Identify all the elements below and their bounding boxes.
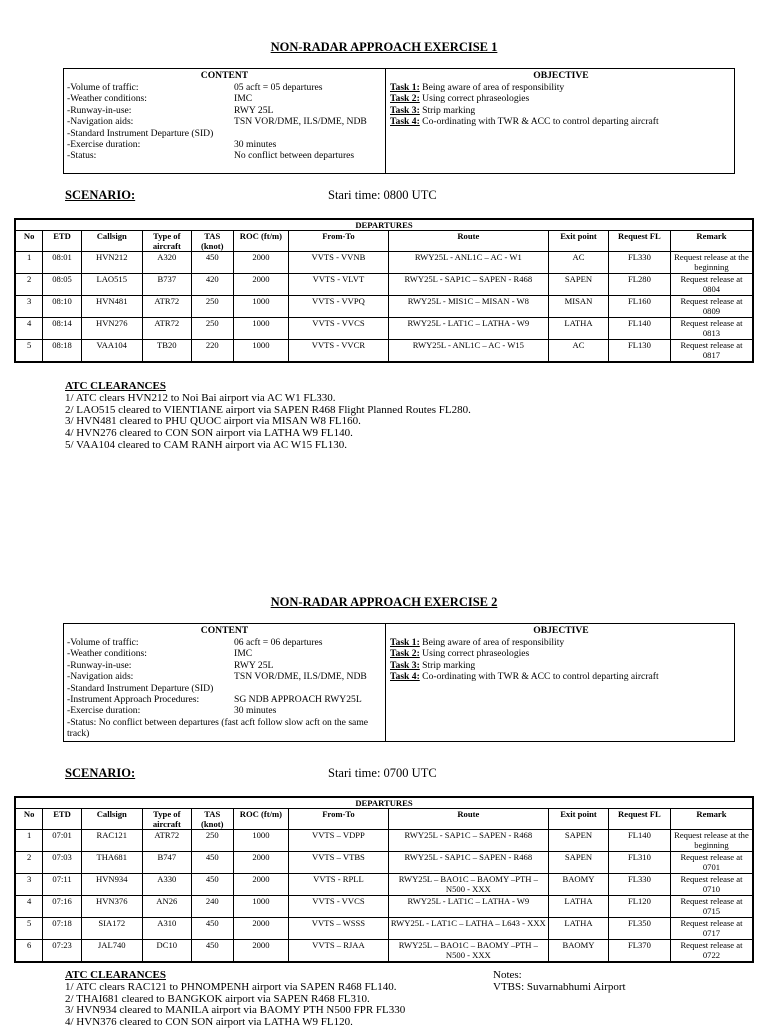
table-caption: DEPARTURES [15, 219, 753, 231]
table-row [15, 296, 753, 318]
table-cell: 250 [191, 318, 233, 340]
table-cell: 2000 [233, 918, 289, 940]
table-row [15, 340, 753, 363]
table-cell: Request release at 0804 [670, 274, 753, 296]
table-cell: 1000 [233, 340, 289, 363]
table-cell: SIA172 [81, 918, 142, 940]
content-row: -Instrument Approach Procedures: SG NDB APPROACH RWY25L [67, 693, 362, 705]
start-time: Stari time: 0700 UTC [328, 766, 437, 780]
column-header: TAS (knot) [191, 231, 233, 252]
table-cell: 08:14 [43, 318, 81, 340]
table-cell: VVTS - VVPQ [289, 296, 388, 318]
content-row: -Exercise duration: 30 minutes [67, 705, 277, 717]
table-cell: VVTS – VDPP [289, 830, 388, 852]
table-cell: RWY25L – BAO1C – BAOMY –PTH – N500 - XXX [388, 940, 548, 963]
task-item: Task 1: Being aware of area of responsibility [390, 637, 565, 648]
notes [493, 970, 626, 994]
table-cell: Request release at 0701 [670, 852, 753, 874]
table-cell: FL140 [608, 318, 670, 340]
table-cell: ATR72 [142, 318, 191, 340]
table-cell: VVTS - VVCR [289, 340, 388, 363]
atc-clearances [65, 381, 471, 452]
table-cell: 240 [191, 896, 233, 918]
table-cell: LAO515 [81, 274, 142, 296]
table-cell: RWY25L - LAT1C – LATHA - W9 [388, 318, 548, 340]
table-cell: FL280 [608, 274, 670, 296]
content-heading: CONTENT [200, 70, 249, 81]
table-cell: RWY25L - ANL1C – AC - W15 [388, 340, 548, 363]
table-cell: 1000 [233, 296, 289, 318]
table-cell: 4 [15, 318, 43, 340]
table-cell: THA681 [81, 852, 142, 874]
column-header: TAS (knot) [191, 809, 233, 830]
table-cell: 450 [191, 852, 233, 874]
table-cell: 1000 [233, 318, 289, 340]
content-row: -Runway-in-use: RWY 25L [67, 659, 274, 671]
exercise-1-info-box [63, 68, 735, 174]
table-cell: 220 [191, 340, 233, 363]
column-header: Remark [670, 231, 753, 252]
info-box-divider [385, 69, 386, 173]
clearance-line: 5/ VAA104 cleared to CAM RANH airport via AC W15 FL130. [65, 438, 348, 451]
table-cell: 3 [15, 874, 43, 896]
table-cell: A310 [142, 918, 191, 940]
objective-task-list [390, 637, 735, 683]
column-header: ROC (ft/m) [233, 231, 289, 252]
clearance-line: 4/ HVN376 cleared to CON SON airport via LATHA W9 FL120. [65, 1016, 353, 1029]
table-cell: FL330 [608, 252, 670, 274]
table-cell: VVTS – RJAA [289, 940, 388, 963]
content-row: -Volume of traffic: 06 acft = 06 departures [67, 637, 323, 648]
column-header: From-To [289, 231, 388, 252]
task-item: Task 2: Using correct phraseologies [390, 93, 530, 105]
table-header-row [15, 231, 753, 252]
table-cell: AN26 [142, 896, 191, 918]
table-row [15, 940, 753, 963]
table-cell: 450 [191, 252, 233, 274]
table-cell: 250 [191, 296, 233, 318]
table-cell: 5 [15, 918, 43, 940]
table-cell: BAOMY [549, 940, 609, 963]
content-row: -Status: No conflict between departures [67, 150, 355, 162]
table-cell: FL350 [608, 918, 670, 940]
table-cell: Request release at 0813 [670, 318, 753, 340]
column-header: Remark [670, 809, 753, 830]
table-cell: VVTS - VLVT [289, 274, 388, 296]
objective-heading: OBJECTIVE [533, 625, 589, 636]
table-cell: AC [549, 252, 609, 274]
content-row: -Exercise duration: 30 minutes [67, 138, 277, 150]
table-row [15, 852, 753, 874]
table-cell: VVTS – VTBS [289, 852, 388, 874]
table-cell: 2000 [233, 274, 289, 296]
table-cell: FL120 [608, 896, 670, 918]
objective-task-list [390, 82, 735, 128]
table-cell: HVN481 [81, 296, 142, 318]
table-cell: 5 [15, 340, 43, 363]
task-item: Task 3: Strip marking [390, 104, 476, 116]
table-cell: B737 [142, 274, 191, 296]
column-header: Route [388, 809, 548, 830]
table-cell: ATR72 [142, 830, 191, 852]
table-cell: 2 [15, 852, 43, 874]
table-cell: 08:01 [43, 252, 81, 274]
table-cell: B747 [142, 852, 191, 874]
table-cell: 4 [15, 896, 43, 918]
table-cell: FL310 [608, 852, 670, 874]
objective-heading: OBJECTIVE [533, 70, 589, 81]
table-cell: 08:18 [43, 340, 81, 363]
table-cell: 2000 [233, 252, 289, 274]
table-cell: 450 [191, 874, 233, 896]
notes-line: VTBS: Suvarnabhumi Airport [493, 980, 626, 993]
clearance-line: 1/ ATC clears RAC121 to PHNOMPENH airport via SAPEN R468 FL140. [65, 980, 397, 993]
table-cell: BAOMY [549, 874, 609, 896]
status-line: -Status: No conflict between departures (fast acft follow slow acft on the same track) [67, 716, 369, 740]
content-row: -Runway-in-use: RWY 25L [67, 104, 274, 116]
scenario-label: SCENARIO: [65, 766, 136, 780]
table-cell: 08:05 [43, 274, 81, 296]
table-cell: 3 [15, 296, 43, 318]
table-cell: 07:01 [43, 830, 81, 852]
table-cell: 2 [15, 274, 43, 296]
table-cell: HVN376 [81, 896, 142, 918]
info-box-divider [385, 624, 386, 741]
table-cell: VAA104 [81, 340, 142, 363]
table-cell: TB20 [142, 340, 191, 363]
task-item: Task 4: Co-ordinating with TWR & ACC to control departing aircraft [390, 671, 659, 683]
atc-clearances-heading: ATC CLEARANCES [65, 380, 166, 392]
table-cell: VVTS - VVNB [289, 252, 388, 274]
clearance-line: 3/ HVN934 cleared to MANILA airport via BAOMY PTH N500 FPR FL330 [65, 1004, 406, 1017]
table-cell: FL130 [608, 340, 670, 363]
exercise-2-info-box [63, 623, 735, 742]
clearance-line: 2/ LAO515 cleared to VIENTIANE airport via SAPEN R468 Flight Planned Routes FL280. [65, 403, 471, 416]
content-row: -Volume of traffic: 05 acft = 05 departures [67, 82, 323, 93]
table-cell: 250 [191, 830, 233, 852]
table-cell: SAPEN [549, 830, 609, 852]
table-row [15, 896, 753, 918]
table-cell: DC10 [142, 940, 191, 963]
exercise-2-title: NON-RADAR APPROACH EXERCISE 2 [270, 595, 498, 609]
table-cell: HVN934 [81, 874, 142, 896]
content-row: -Standard Instrument Departure (SID) [67, 127, 214, 139]
table-cell: RWY25L - MIS1C – MISAN - W8 [388, 296, 548, 318]
table-cell: Request release at the beginning [670, 830, 753, 852]
table-cell: LATHA [549, 318, 609, 340]
content-heading: CONTENT [200, 625, 249, 636]
table-cell: AC [549, 340, 609, 363]
table-caption: DEPARTURES [15, 797, 753, 809]
exercise-1-title: NON-RADAR APPROACH EXERCISE 1 [270, 40, 498, 54]
table-cell: HVN276 [81, 318, 142, 340]
table-cell: 07:16 [43, 896, 81, 918]
column-header: Callsign [81, 231, 142, 252]
column-header: Route [388, 231, 548, 252]
table-cell: MISAN [549, 296, 609, 318]
table-cell: 450 [191, 918, 233, 940]
table-cell: 2000 [233, 940, 289, 963]
task-item: Task 1: Being aware of area of responsibility [390, 82, 565, 93]
table-cell: Request release at 0817 [670, 340, 753, 363]
table-cell: Request release at 0715 [670, 896, 753, 918]
table-row [15, 274, 753, 296]
table-row [15, 874, 753, 896]
table-cell: VVTS - VVCS [289, 896, 388, 918]
table-cell: 07:11 [43, 874, 81, 896]
table-cell: RAC121 [81, 830, 142, 852]
column-header: No [15, 231, 43, 252]
content-row: -Standard Instrument Departure (SID) [67, 682, 214, 694]
table-cell: 1000 [233, 830, 289, 852]
table-cell: 07:03 [43, 852, 81, 874]
table-row [15, 830, 753, 852]
table-cell: 07:18 [43, 918, 81, 940]
column-header: ROC (ft/m) [233, 809, 289, 830]
column-header: ETD [43, 809, 81, 830]
task-item: Task 4: Co-ordinating with TWR & ACC to control departing aircraft [390, 116, 659, 128]
atc-clearances [65, 970, 405, 1029]
column-header: Callsign [81, 809, 142, 830]
table-cell: Request release at 0809 [670, 296, 753, 318]
column-header: Type of aircraft [142, 809, 191, 830]
column-header: No [15, 809, 43, 830]
table-cell: RWY25L - SAP1C – SAPEN - R468 [388, 852, 548, 874]
table-cell: 450 [191, 940, 233, 963]
table-cell: Request release at 0710 [670, 874, 753, 896]
column-header: Exit point [549, 231, 609, 252]
scenario-label: SCENARIO: [65, 188, 136, 202]
table-cell: Request release at 0722 [670, 940, 753, 963]
column-header: Request FL [608, 231, 670, 252]
content-row: -Weather conditions: IMC [67, 648, 253, 660]
table-cell: A320 [142, 252, 191, 274]
table-cell: LATHA [549, 896, 609, 918]
table-cell: VVTS - VVCS [289, 318, 388, 340]
table-cell: FL160 [608, 296, 670, 318]
table-cell: 07:23 [43, 940, 81, 963]
departures-table [14, 796, 754, 963]
table-row [15, 318, 753, 340]
table-cell: RWY25L - LAT1C – LATHA – L643 - XXX [388, 918, 548, 940]
table-cell: 08:10 [43, 296, 81, 318]
table-cell: 1000 [233, 896, 289, 918]
table-cell: 6 [15, 940, 43, 963]
clearance-line: 3/ HVN481 cleared to PHU QUOC airport via MISAN W8 FL160. [65, 415, 361, 428]
table-cell: Request release at 0717 [670, 918, 753, 940]
start-time: Stari time: 0800 UTC [328, 188, 437, 202]
table-cell: SAPEN [549, 852, 609, 874]
atc-clearances-heading: ATC CLEARANCES [65, 969, 166, 981]
table-cell: 1 [15, 830, 43, 852]
clearance-line: 1/ ATC clears HVN212 to Noi Bai airport via AC W1 FL330. [65, 391, 336, 404]
table-cell: 1 [15, 252, 43, 274]
table-cell: RWY25L - SAP1C – SAPEN - R468 [388, 274, 548, 296]
table-cell: RWY25L - ANL1C – AC - W1 [388, 252, 548, 274]
content-row: -Navigation aids: TSN VOR/DME, ILS/DME, NDB [67, 116, 367, 128]
table-cell: JAL740 [81, 940, 142, 963]
table-row [15, 918, 753, 940]
clearance-line: 2/ THAI681 cleared to BANGKOK airport via SAPEN R468 FL310. [65, 992, 370, 1005]
table-cell: FL140 [608, 830, 670, 852]
content-list [67, 82, 383, 162]
content-list [67, 637, 383, 740]
content-row: -Weather conditions: IMC [67, 93, 253, 105]
table-cell: RWY25L - LAT1C – LATHA - W9 [388, 896, 548, 918]
table-header-row [15, 809, 753, 830]
table-cell: FL330 [608, 874, 670, 896]
table-cell: RWY25L – BAO1C – BAOMY –PTH – N500 - XXX [388, 874, 548, 896]
table-cell: LATHA [549, 918, 609, 940]
table-cell: A330 [142, 874, 191, 896]
table-cell: Request release at the beginning [670, 252, 753, 274]
task-item: Task 2: Using correct phraseologies [390, 648, 530, 660]
table-row [15, 252, 753, 274]
table-cell: 2000 [233, 874, 289, 896]
column-header: From-To [289, 809, 388, 830]
task-item: Task 3: Strip marking [390, 659, 476, 671]
clearance-line: 4/ HVN276 cleared to CON SON airport via LATHA W9 FL140. [65, 427, 353, 440]
table-cell: VVTS - RPLL [289, 874, 388, 896]
departures-table [14, 218, 754, 363]
column-header: Exit point [549, 809, 609, 830]
column-header: ETD [43, 231, 81, 252]
column-header: Type of aircraft [142, 231, 191, 252]
table-cell: 2000 [233, 852, 289, 874]
table-cell: ATR72 [142, 296, 191, 318]
table-cell: VVTS – WSSS [289, 918, 388, 940]
content-row: -Navigation aids: TSN VOR/DME, ILS/DME, NDB [67, 671, 367, 683]
table-cell: SAPEN [549, 274, 609, 296]
table-cell: 420 [191, 274, 233, 296]
column-header: Request FL [608, 809, 670, 830]
notes-heading: Notes: [493, 969, 522, 981]
table-cell: FL370 [608, 940, 670, 963]
table-cell: RWY25L - SAP1C – SAPEN - R468 [388, 830, 548, 852]
table-cell: HVN212 [81, 252, 142, 274]
